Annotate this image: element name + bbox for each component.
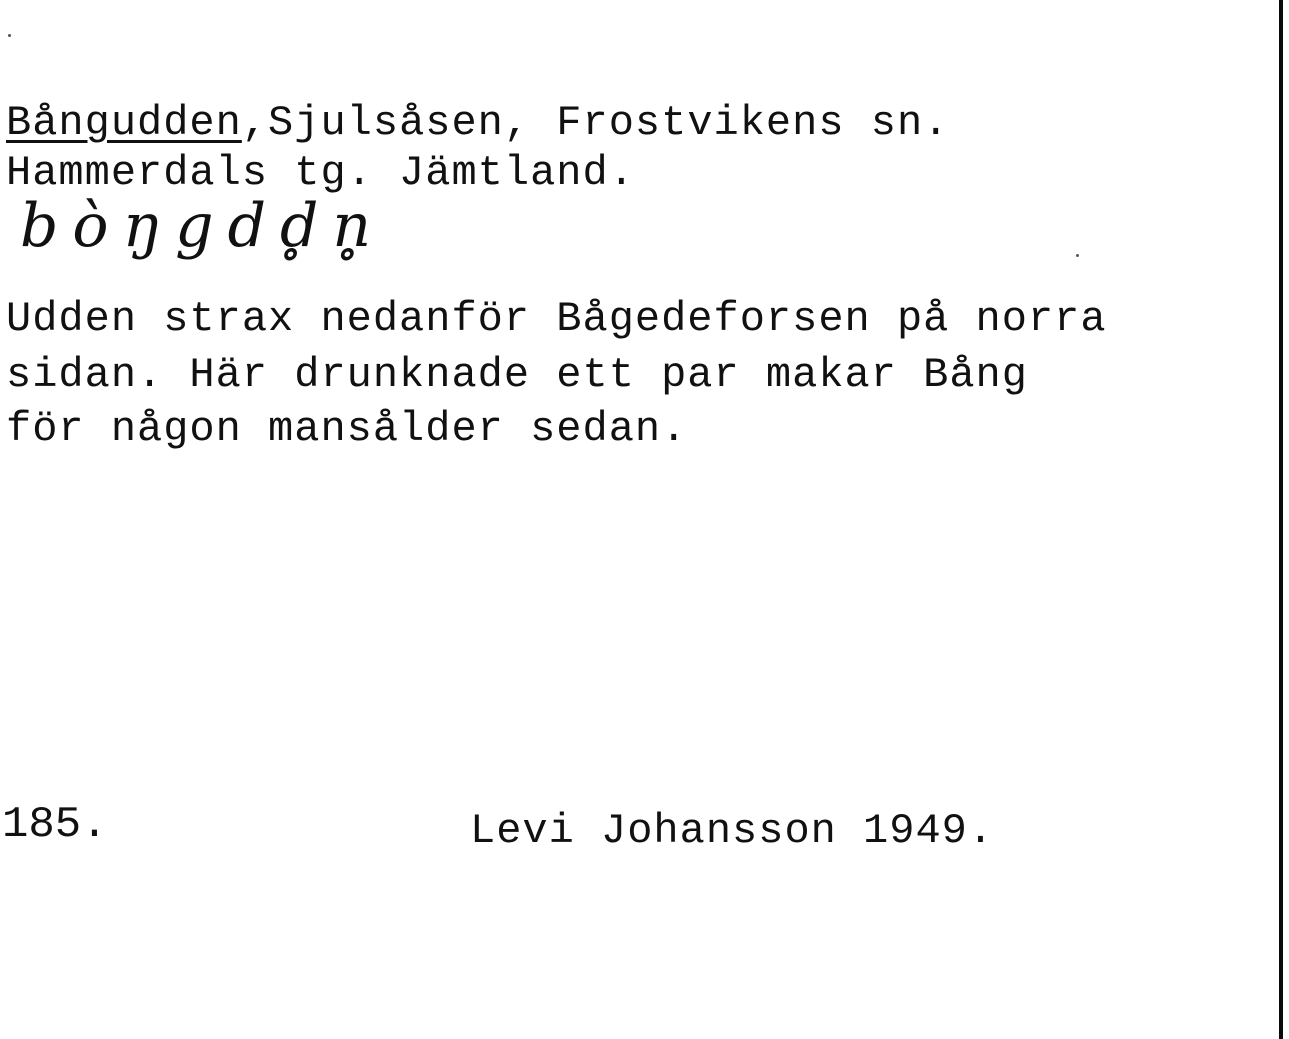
description-line-1: Udden strax nedanför Bågedeforsen på norra (6, 295, 1107, 343)
card-number: 185. (2, 800, 108, 850)
collector-signature: Levi Johansson 1949. (470, 807, 995, 855)
district-line: Hammerdals tg. Jämtland. (6, 149, 635, 197)
speck (8, 34, 11, 37)
phonetic-transcription: bòŋgdd̥n̥ (20, 191, 386, 261)
description-line-2: sidan. Här drunknade ett par makar Bång (6, 351, 1028, 399)
description-line-3: för någon mansålder sedan. (6, 405, 688, 453)
location-text: ,Sjulsåsen, Frostvikens sn. (241, 99, 950, 147)
speck (1076, 254, 1079, 257)
heading-line (6, 100, 949, 146)
card-edge-line (1279, 0, 1283, 1039)
place-name: Bångudden (6, 99, 242, 147)
